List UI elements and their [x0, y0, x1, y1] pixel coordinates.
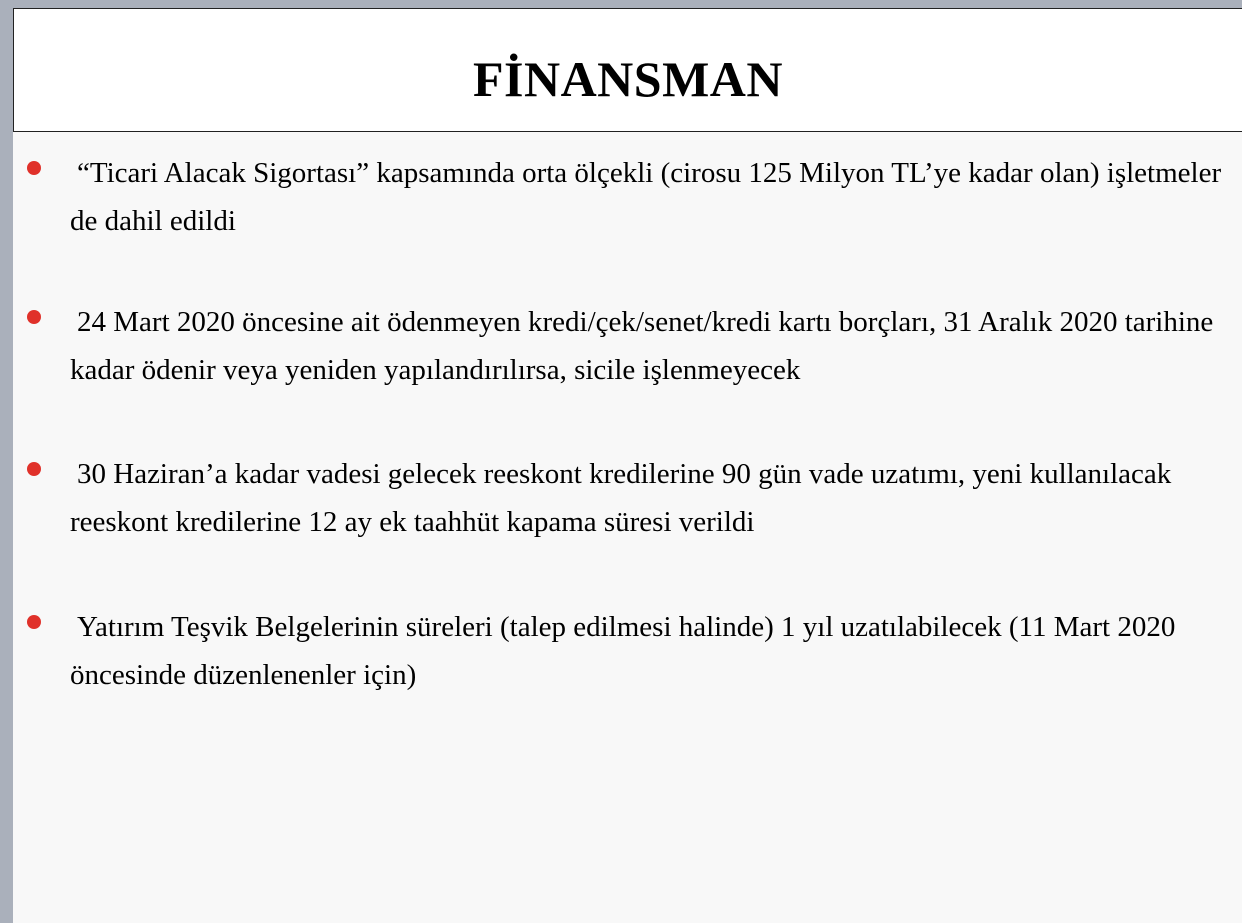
title-box	[13, 8, 1242, 132]
bullet-text: Yatırım Teşvik Belgelerinin süreleri (talep edilmesi halinde) 1 yıl uzatılabilecek (11 Mart 2020 öncesinde düzenlenenler için)	[70, 611, 1176, 691]
slide-title: FİNANSMAN	[472, 51, 784, 107]
bullet-dot-icon	[27, 310, 41, 324]
slide	[13, 8, 1242, 923]
bullet-text: “Ticari Alacak Sigortası” kapsamında orta ölçekli (cirosu 125 Milyon TL’ye kadar olan) işletmeler de dahil edildi	[70, 157, 1222, 237]
bullet-dot-icon	[27, 462, 41, 476]
bullet-text: 24 Mart 2020 öncesine ait ödenmeyen kredi/çek/senet/kredi kartı borçları, 31 Aralık 2020 tarihine kadar ödenir veya yeniden yapılandırılırsa, sicile işlenmeyecek	[70, 306, 1214, 386]
bullet-dot-icon	[27, 161, 41, 175]
bullet-text: 30 Haziran’a kadar vadesi gelecek reeskont kredilerine 90 gün vade uzatımı, yeni kullanılacak reeskont kredilerine 12 ay ek taahhüt kapama süresi verildi	[70, 458, 1172, 538]
bullet-dot-icon	[27, 615, 41, 629]
